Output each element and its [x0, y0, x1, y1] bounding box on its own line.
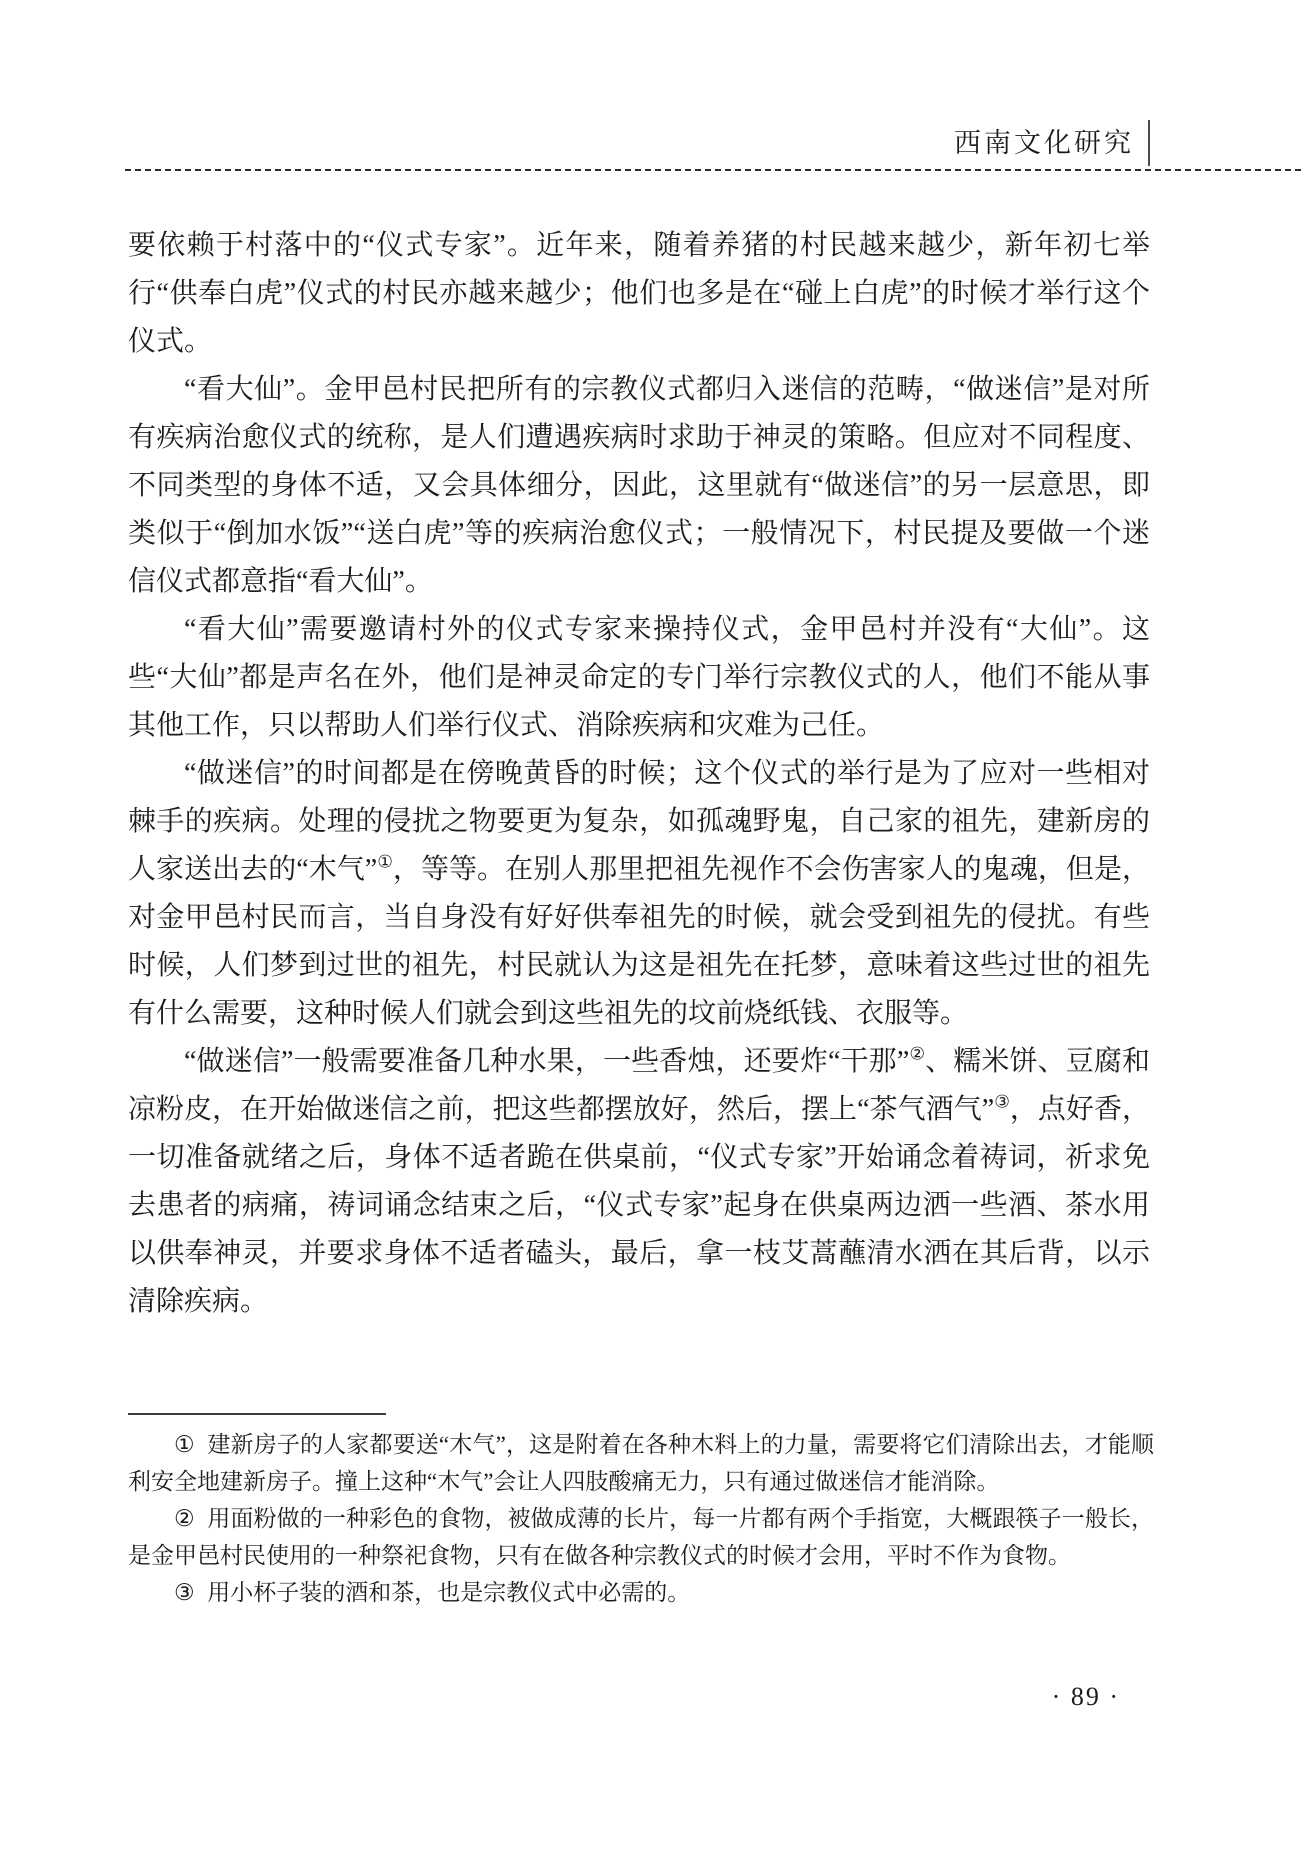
- body-text: [128, 222, 1150, 1326]
- footnote-text: 用面粉做的一种彩色的食物，被做成薄的长片，每一片都有两个手指宽，大概跟筷子一般长，是金甲邑村民使用的一种祭祀食物，只有在做各种宗教仪式的时候才会用，平时不作为食物。: [128, 1506, 1155, 1568]
- footnote-marker: ③: [174, 1580, 195, 1605]
- body-paragraph: “看大仙”需要邀请村外的仪式专家来操持仪式，金甲邑村并没有“大仙”。这些“大仙”都是声名在外，他们是神灵命定的专门举行宗教仪式的人，他们不能从事其他工作，只以帮助人们举行仪式、消除疾病和灾难为己任。: [128, 614, 1150, 741]
- header-divider: [125, 169, 1301, 171]
- footnote-separator: [128, 1413, 386, 1415]
- footnote-text: 用小杯子装的酒和茶，也是宗教仪式中必需的。: [207, 1580, 691, 1605]
- running-head: 西南文化研究: [954, 120, 1150, 166]
- footnote-marker: ②: [174, 1506, 195, 1531]
- footnote: [128, 1574, 1154, 1611]
- page-header: [128, 120, 1150, 166]
- footnote-marker: ①: [174, 1432, 195, 1457]
- footnote-text: 建新房子的人家都要送“木气”，这是附着在各种木料上的力量，需要将它们清除出去，才能顺利安全地建新房子。撞上这种“木气”会让人四肢酸痛无力，只有通过做迷信才能消除。: [128, 1432, 1155, 1494]
- body-paragraph: 要依赖于村落中的“仪式专家”。近年来，随着养猪的村民越来越少，新年初七举行“供奉白虎”仪式的村民亦越来越少；他们也多是在“碰上白虎”的时候才举行这个仪式。: [128, 230, 1150, 357]
- body-paragraph: “看大仙”。金甲邑村民把所有的宗教仪式都归入迷信的范畴，“做迷信”是对所有疾病治愈仪式的统称，是人们遭遇疾病时求助于神灵的策略。但应对不同程度、不同类型的身体不适，又会具体细分，因此，这里就有“做迷信”的另一层意思，即类似于“倒加水饭”“送白虎”等的疾病治愈仪式；一般情况下，村民提及要做一个迷信仪式都意指“看大仙”。: [128, 374, 1150, 597]
- footnote: [128, 1426, 1154, 1500]
- body-paragraph: “做迷信”的时间都是在傍晚黄昏的时候；这个仪式的举行是为了应对一些相对棘手的疾病。处理的侵扰之物要更为复杂，如孤魂野鬼，自己家的祖先，建新房的人家送出去的“木气”①，等等。在别人那里把祖先视作不会伤害家人的鬼魂，但是，对金甲邑村民而言，当自身没有好好供奉祖先的时候，就会受到祖先的侵扰。有些时候，人们梦到过世的祖先，村民就认为这是祖先在托梦，意味着这些过世的祖先有什么需要，这种时候人们就会到这些祖先的坟前烧纸钱、衣服等。: [128, 758, 1151, 1029]
- footnotes: [128, 1426, 1154, 1611]
- page-number: · 89 ·: [1051, 1682, 1120, 1711]
- footnote: [128, 1500, 1154, 1574]
- body-paragraph: “做迷信”一般需要准备几种水果，一些香烛，还要炸“干那”②、糯米饼、豆腐和凉粉皮，在开始做迷信之前，把这些都摆放好，然后，摆上“茶气酒气”③，点好香，一切准备就绪之后，身体不适者跪在供桌前，“仪式专家”开始诵念着祷词，祈求免去患者的病痛，祷词诵念结束之后，“仪式专家”起身在供桌两边洒一些酒、茶水用以供奉神灵，并要求身体不适者磕头，最后，拿一枝艾蒿蘸清水洒在其后背，以示清除疾病。: [128, 1044, 1150, 1317]
